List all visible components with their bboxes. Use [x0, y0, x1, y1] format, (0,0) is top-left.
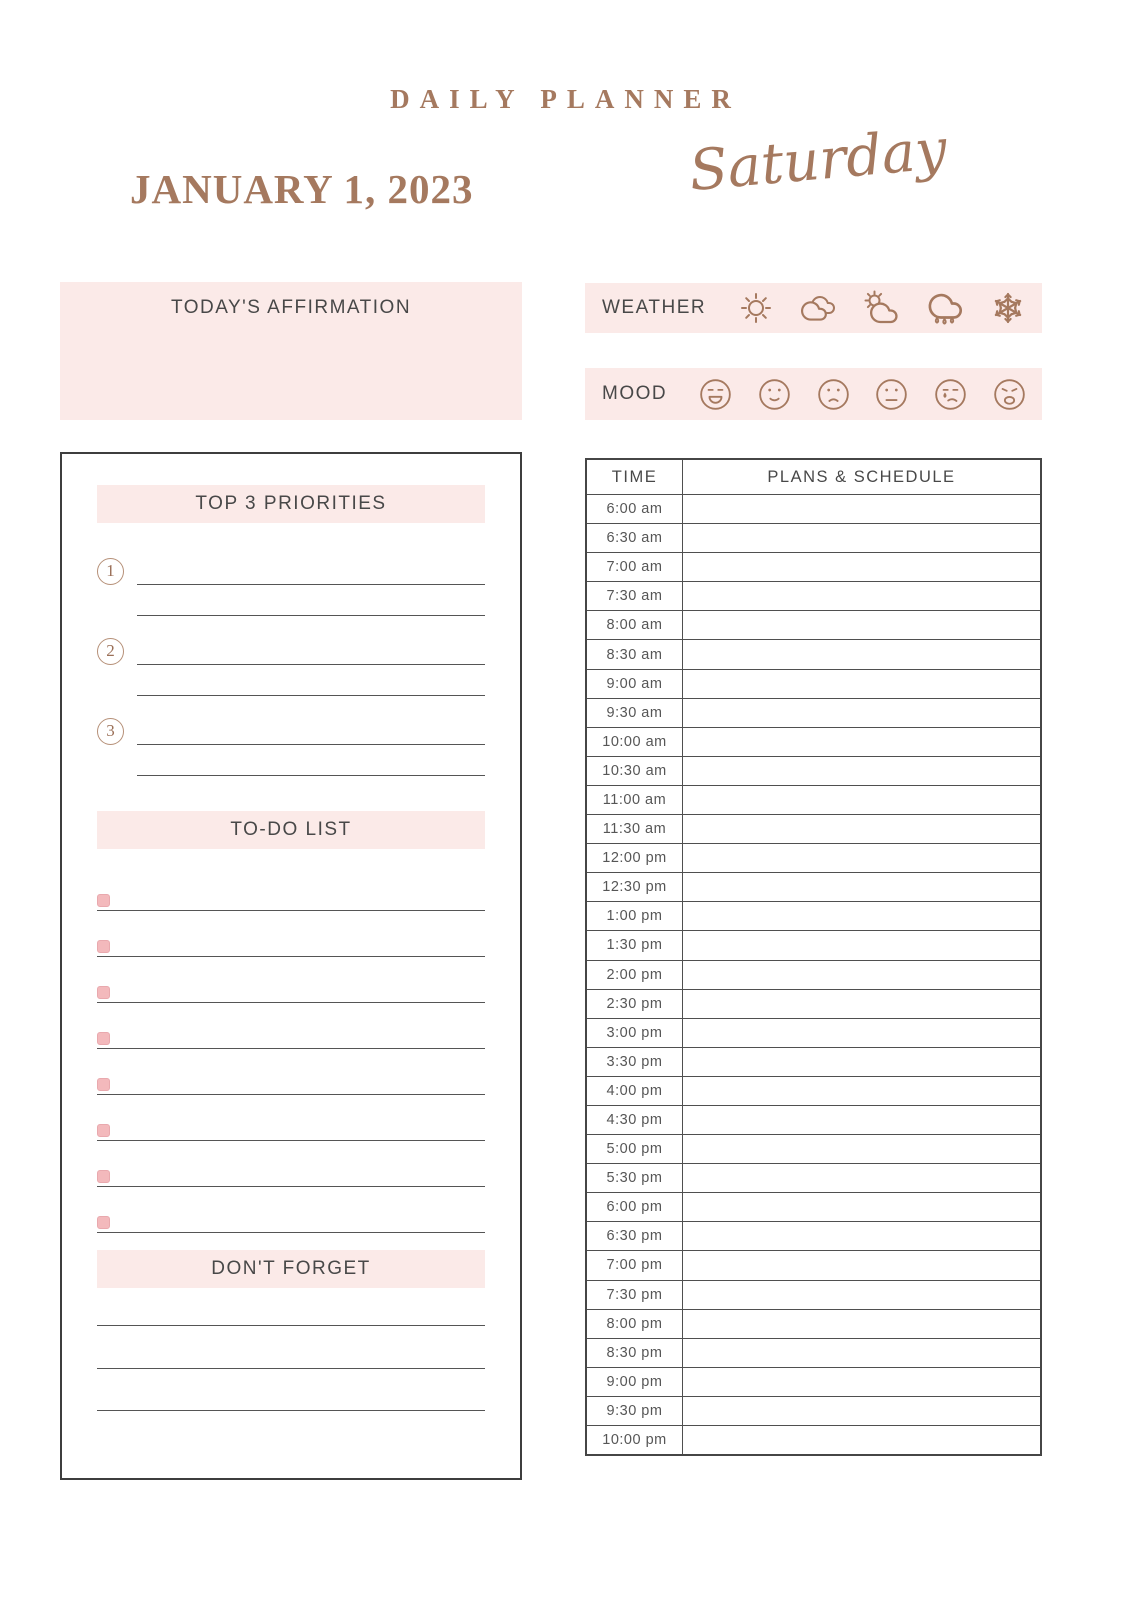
schedule-plan-cell[interactable]	[683, 786, 1040, 814]
schedule-plan-cell[interactable]	[683, 1048, 1040, 1076]
priority-number-badge: 1	[97, 558, 124, 585]
schedule-time-label: 9:00 pm	[587, 1368, 683, 1396]
schedule-plan-cell[interactable]	[683, 728, 1040, 756]
schedule-plan-cell[interactable]	[683, 640, 1040, 668]
weather-label: WEATHER	[602, 297, 707, 318]
todo-checkbox[interactable]	[97, 1170, 110, 1183]
schedule-row	[587, 1425, 1040, 1454]
schedule-row	[587, 523, 1040, 552]
time-column-header: TIME	[587, 460, 683, 494]
schedule-plan-cell[interactable]	[683, 1222, 1040, 1250]
mood-section	[585, 368, 1042, 420]
todo-item	[97, 1158, 485, 1204]
schedule-time-label: 6:30 am	[587, 524, 683, 552]
todo-writing-line[interactable]	[97, 1002, 485, 1003]
schedule-table	[585, 458, 1042, 1456]
todo-checkbox[interactable]	[97, 894, 110, 907]
schedule-body	[587, 494, 1040, 1454]
schedule-plan-cell[interactable]	[683, 1339, 1040, 1367]
schedule-row	[587, 1338, 1040, 1367]
priorities-title: TOP 3 PRIORITIES	[195, 493, 387, 514]
schedule-plan-cell[interactable]	[683, 1368, 1040, 1396]
dont-forget-writing-line[interactable]	[97, 1325, 485, 1326]
schedule-row	[587, 494, 1040, 523]
sun-icon[interactable]	[736, 288, 776, 328]
schedule-plan-cell[interactable]	[683, 670, 1040, 698]
todo-writing-line[interactable]	[97, 956, 485, 957]
schedule-row	[587, 1250, 1040, 1279]
schedule-plan-cell[interactable]	[683, 495, 1040, 523]
mood-icons	[667, 376, 1042, 413]
schedule-plan-cell[interactable]	[683, 1019, 1040, 1047]
schedule-time-label: 12:30 pm	[587, 873, 683, 901]
priority-item-2	[62, 633, 520, 696]
partly-cloudy-icon[interactable]	[862, 288, 902, 328]
todo-writing-line[interactable]	[97, 1232, 485, 1233]
schedule-plan-cell[interactable]	[683, 757, 1040, 785]
weather-icons	[706, 288, 1042, 328]
schedule-plan-cell[interactable]	[683, 1077, 1040, 1105]
schedule-plan-cell[interactable]	[683, 611, 1040, 639]
schedule-row	[587, 872, 1040, 901]
schedule-row	[587, 552, 1040, 581]
schedule-time-label: 6:00 am	[587, 495, 683, 523]
plans-column-header: PLANS & SCHEDULE	[767, 467, 956, 486]
schedule-time-label: 7:00 am	[587, 553, 683, 581]
notes-panel	[60, 452, 522, 1480]
schedule-plan-cell[interactable]	[683, 1164, 1040, 1192]
todo-item	[97, 1066, 485, 1112]
schedule-time-label: 11:00 am	[587, 786, 683, 814]
schedule-plan-cell[interactable]	[683, 844, 1040, 872]
affirmation-writing-area[interactable]	[60, 319, 522, 409]
schedule-time-label: 7:30 pm	[587, 1281, 683, 1309]
schedule-time-label: 1:00 pm	[587, 902, 683, 930]
schedule-plan-cell[interactable]	[683, 1251, 1040, 1279]
schedule-time-label: 7:00 pm	[587, 1251, 683, 1279]
mood-label: MOOD	[602, 383, 668, 404]
todo-header	[97, 811, 485, 849]
schedule-row	[587, 1221, 1040, 1250]
schedule-plan-cell[interactable]	[683, 1135, 1040, 1163]
schedule-row	[587, 901, 1040, 930]
priority-writing-line[interactable]	[137, 633, 485, 665]
schedule-time-label: 6:00 pm	[587, 1193, 683, 1221]
mood-crying-icon[interactable]	[932, 376, 969, 413]
mood-distressed-icon[interactable]	[991, 376, 1028, 413]
schedule-row	[587, 698, 1040, 727]
priority-writing-line[interactable]	[137, 775, 485, 776]
schedule-plan-cell[interactable]	[683, 815, 1040, 843]
schedule-plan-cell[interactable]	[683, 931, 1040, 959]
schedule-row	[587, 1134, 1040, 1163]
schedule-time-label: 6:30 pm	[587, 1222, 683, 1250]
priority-writing-line[interactable]	[137, 695, 485, 696]
schedule-row	[587, 1047, 1040, 1076]
rain-icon[interactable]	[925, 288, 965, 328]
schedule-time-label: 1:30 pm	[587, 931, 683, 959]
todo-list	[62, 882, 520, 1250]
schedule-time-label: 3:30 pm	[587, 1048, 683, 1076]
schedule-plan-cell[interactable]	[683, 902, 1040, 930]
schedule-time-label: 9:30 pm	[587, 1397, 683, 1425]
schedule-row	[587, 1367, 1040, 1396]
todo-item	[97, 1204, 485, 1250]
schedule-header-row	[587, 460, 1040, 494]
mood-frown-icon[interactable]	[815, 376, 852, 413]
schedule-time-label: 4:00 pm	[587, 1077, 683, 1105]
schedule-time-label: 2:00 pm	[587, 961, 683, 989]
weather-section	[585, 283, 1042, 333]
schedule-plan-cell[interactable]	[683, 553, 1040, 581]
mood-neutral-icon[interactable]	[873, 376, 910, 413]
affirmation-title: TODAY'S AFFIRMATION	[170, 297, 412, 318]
mood-smile-icon[interactable]	[756, 376, 793, 413]
todo-checkbox[interactable]	[97, 986, 110, 999]
dont-forget-writing-line[interactable]	[97, 1368, 485, 1369]
todo-item	[97, 1020, 485, 1066]
priority-item-1	[62, 553, 520, 616]
schedule-time-label: 10:00 am	[587, 728, 683, 756]
todo-checkbox[interactable]	[97, 1216, 110, 1229]
schedule-time-label: 12:00 pm	[587, 844, 683, 872]
priority-number-badge: 3	[97, 718, 124, 745]
schedule-plan-cell[interactable]	[683, 699, 1040, 727]
schedule-time-label: 2:30 pm	[587, 990, 683, 1018]
schedule-time-label: 9:00 am	[587, 670, 683, 698]
schedule-time-label: 10:30 am	[587, 757, 683, 785]
todo-writing-line[interactable]	[97, 910, 485, 911]
schedule-plan-cell[interactable]	[683, 1106, 1040, 1134]
schedule-time-label: 8:00 pm	[587, 1310, 683, 1338]
schedule-plan-cell[interactable]	[683, 1193, 1040, 1221]
schedule-time-label: 8:30 am	[587, 640, 683, 668]
schedule-time-label: 10:00 pm	[587, 1426, 683, 1454]
date-heading: JANUARY 1, 2023	[130, 166, 474, 212]
schedule-row	[587, 1105, 1040, 1134]
priorities-header	[97, 485, 485, 523]
schedule-plan-cell[interactable]	[683, 1281, 1040, 1309]
todo-checkbox[interactable]	[97, 1124, 110, 1137]
dont-forget-writing-line[interactable]	[97, 1410, 485, 1411]
dont-forget-lines	[62, 1325, 520, 1411]
schedule-row	[587, 1076, 1040, 1105]
todo-checkbox[interactable]	[97, 1032, 110, 1045]
dont-forget-header	[97, 1250, 485, 1288]
schedule-plan-cell[interactable]	[683, 1310, 1040, 1338]
schedule-time-label: 5:00 pm	[587, 1135, 683, 1163]
schedule-plan-cell[interactable]	[683, 961, 1040, 989]
schedule-row	[587, 1396, 1040, 1425]
todo-item	[97, 974, 485, 1020]
schedule-time-label: 8:00 am	[587, 611, 683, 639]
snow-icon[interactable]	[988, 288, 1028, 328]
schedule-time-label: 5:30 pm	[587, 1164, 683, 1192]
schedule-row	[587, 960, 1040, 989]
schedule-time-label: 11:30 am	[587, 815, 683, 843]
schedule-plan-cell[interactable]	[683, 524, 1040, 552]
todo-writing-line[interactable]	[97, 1186, 485, 1187]
dont-forget-title: DON'T FORGET	[211, 1258, 371, 1279]
schedule-row	[587, 930, 1040, 959]
schedule-plan-cell[interactable]	[683, 1426, 1040, 1454]
schedule-time-label: 3:00 pm	[587, 1019, 683, 1047]
todo-item	[97, 1112, 485, 1158]
schedule-row	[587, 1280, 1040, 1309]
todo-checkbox[interactable]	[97, 1078, 110, 1091]
schedule-row	[587, 727, 1040, 756]
priority-writing-line[interactable]	[137, 615, 485, 616]
cloudy-icon[interactable]	[799, 288, 839, 328]
priority-number-badge: 2	[97, 638, 124, 665]
todo-writing-line[interactable]	[97, 1094, 485, 1095]
todo-item	[97, 928, 485, 974]
schedule-time-label: 8:30 pm	[587, 1339, 683, 1367]
schedule-plan-cell[interactable]	[683, 1397, 1040, 1425]
priorities-list	[62, 553, 520, 776]
todo-title: TO-DO LIST	[230, 819, 352, 840]
schedule-row	[587, 639, 1040, 668]
schedule-plan-cell[interactable]	[683, 873, 1040, 901]
priority-writing-line[interactable]	[137, 713, 485, 745]
schedule-row	[587, 669, 1040, 698]
schedule-row	[587, 756, 1040, 785]
affirmation-box	[60, 282, 522, 420]
schedule-row	[587, 989, 1040, 1018]
todo-item	[97, 882, 485, 928]
priority-writing-line[interactable]	[137, 553, 485, 585]
schedule-row	[587, 1163, 1040, 1192]
schedule-plan-cell[interactable]	[683, 582, 1040, 610]
todo-writing-line[interactable]	[97, 1048, 485, 1049]
schedule-time-label: 4:30 pm	[587, 1106, 683, 1134]
schedule-row	[587, 1192, 1040, 1221]
page-title: DAILY PLANNER	[390, 84, 741, 114]
todo-checkbox[interactable]	[97, 940, 110, 953]
priority-item-3	[62, 713, 520, 776]
schedule-plan-cell[interactable]	[683, 990, 1040, 1018]
weekday-script: Saturday	[686, 116, 950, 205]
schedule-row	[587, 581, 1040, 610]
schedule-row	[587, 843, 1040, 872]
schedule-row	[587, 814, 1040, 843]
todo-writing-line[interactable]	[97, 1140, 485, 1141]
schedule-row	[587, 610, 1040, 639]
schedule-time-label: 9:30 am	[587, 699, 683, 727]
schedule-row	[587, 785, 1040, 814]
schedule-row	[587, 1309, 1040, 1338]
schedule-row	[587, 1018, 1040, 1047]
mood-laughing-icon[interactable]	[697, 376, 734, 413]
schedule-time-label: 7:30 am	[587, 582, 683, 610]
